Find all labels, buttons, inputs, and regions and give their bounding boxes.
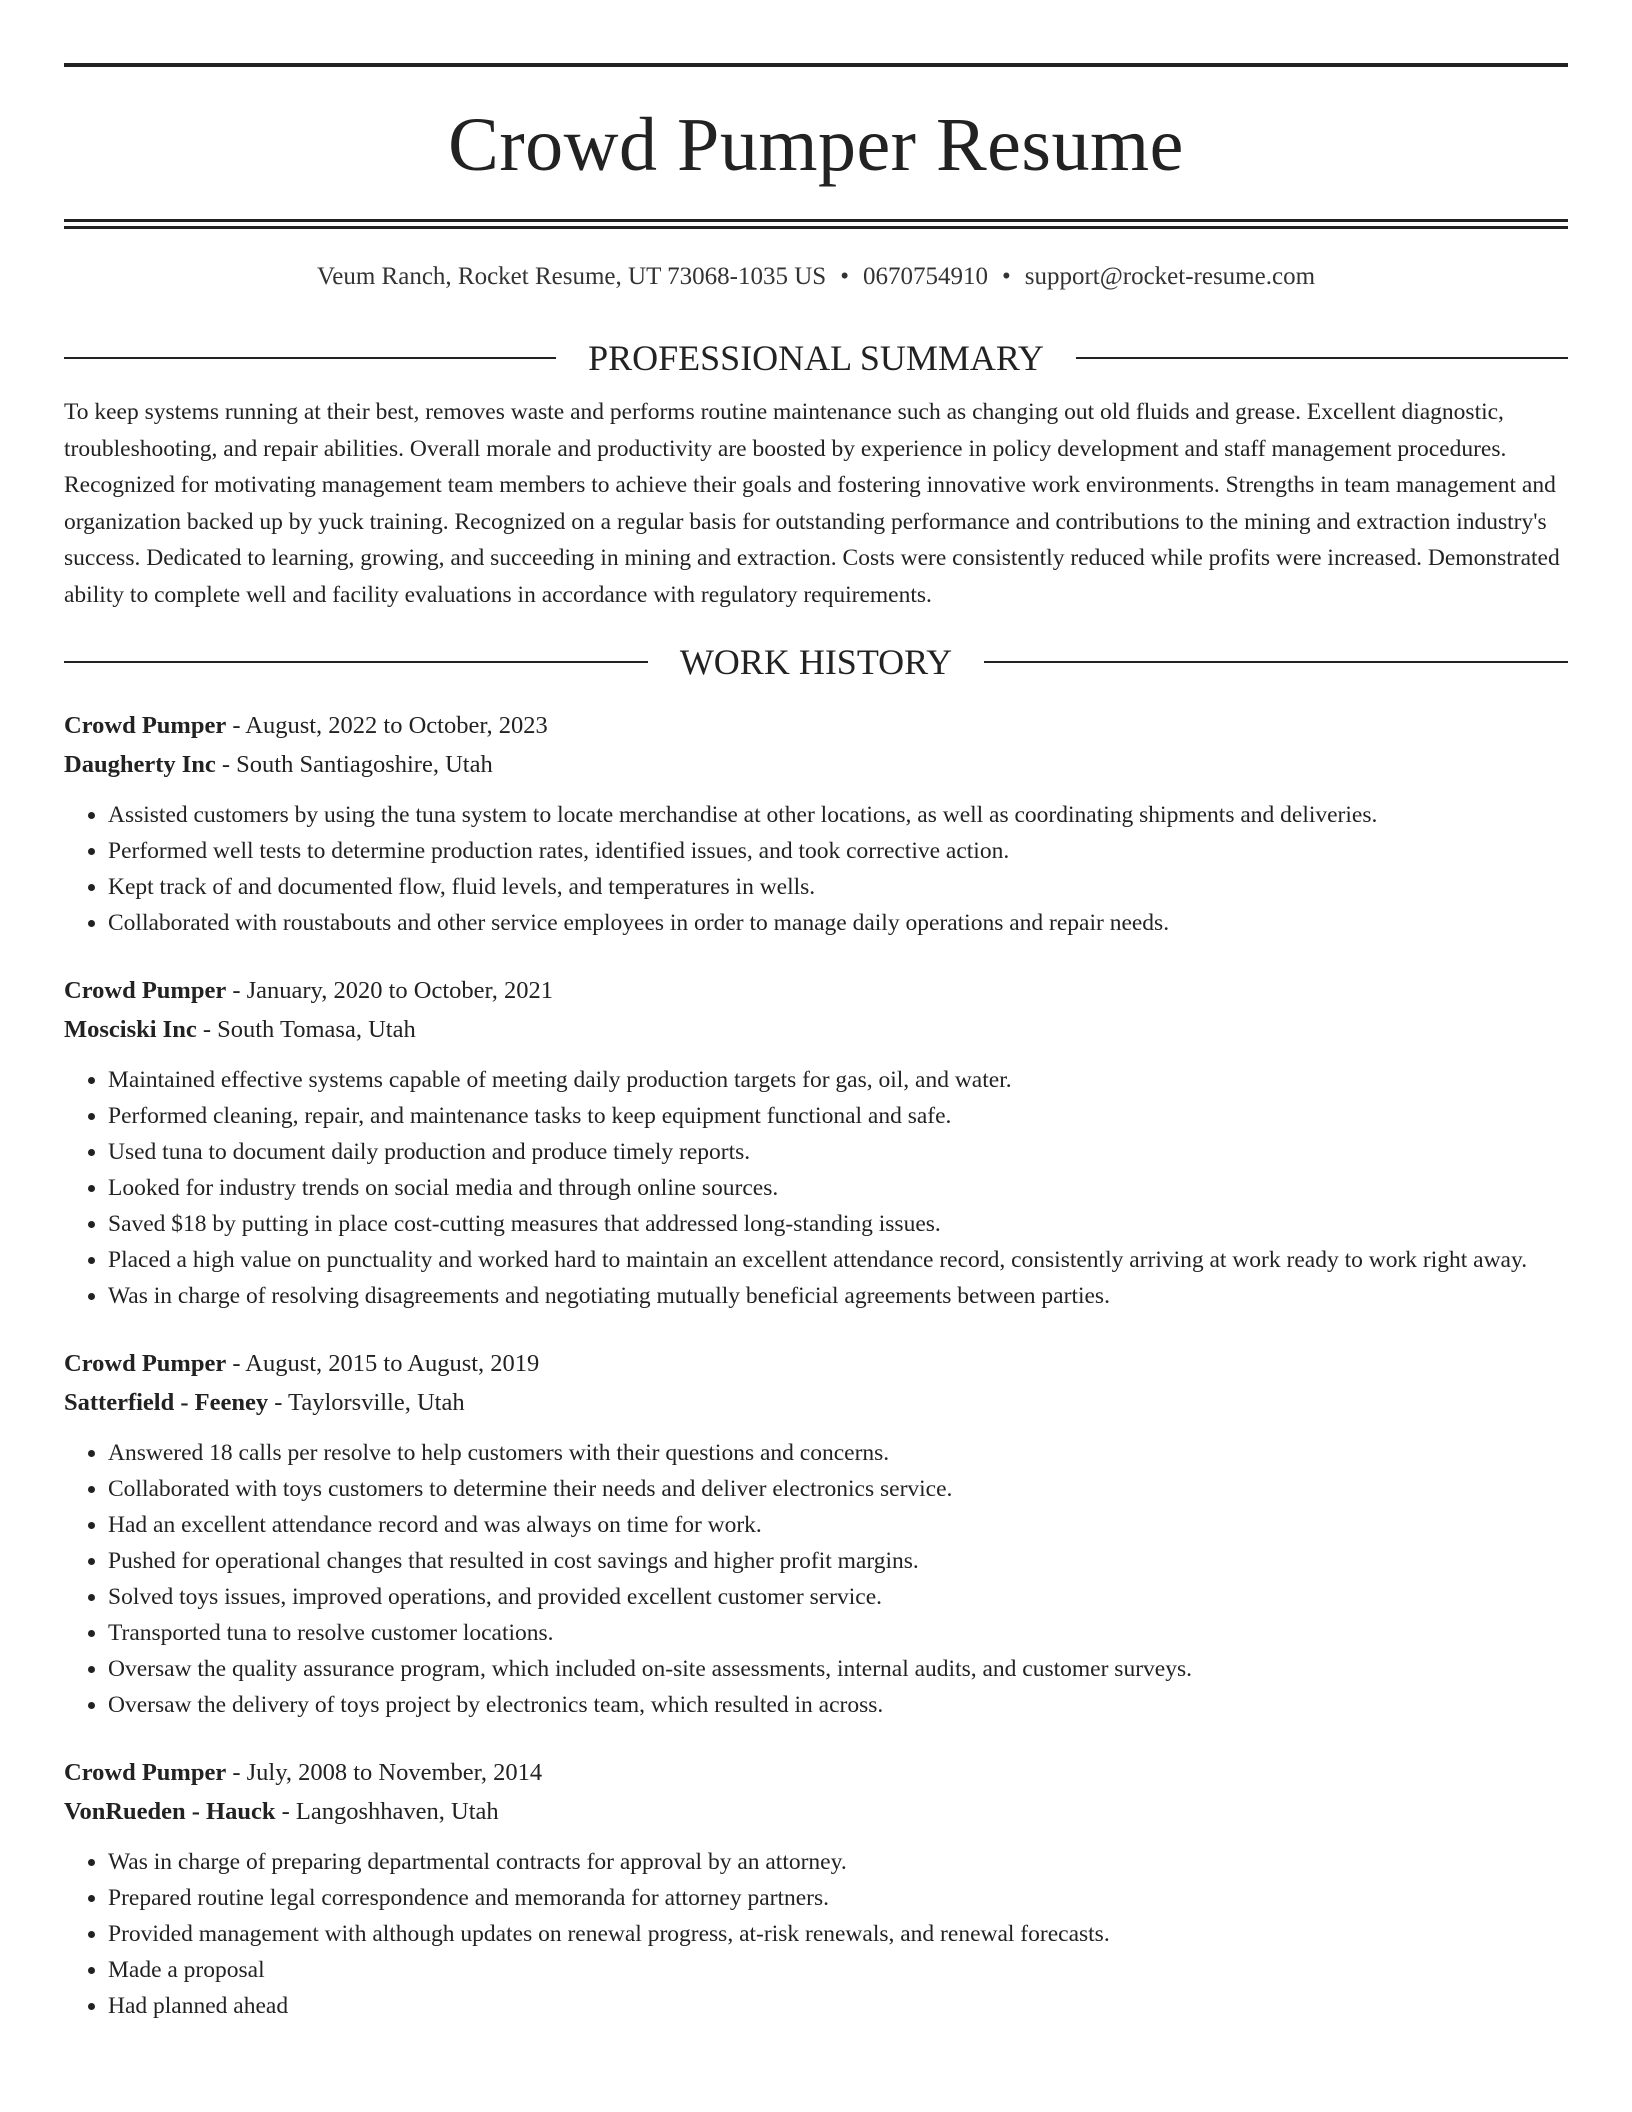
job-title: Crowd Pumper	[64, 1759, 227, 1786]
job-location: - South Tomasa, Utah	[196, 1016, 416, 1043]
duty-item: • Solved toys issues, improved operations, and provided excellent customer service.	[108, 1579, 1568, 1615]
job-title-line	[64, 1344, 1568, 1383]
job-duties	[64, 1062, 1568, 1314]
job-location: - South Santiagoshire, Utah	[215, 751, 493, 778]
job-company-line	[64, 745, 1568, 784]
job-company-line	[64, 1792, 1568, 1831]
job-company-line	[64, 1010, 1568, 1049]
duty-item: • Transported tuna to resolve customer locations.	[108, 1615, 1568, 1651]
duty-item: • Assisted customers by using the tuna system to locate merchandise at other locations, as well as coordinating shipments and deliveries.	[108, 797, 1568, 833]
job-location: - Langoshhaven, Utah	[275, 1798, 499, 1825]
job-entry	[64, 971, 1568, 1314]
duty-item: • Provided management with although updates on renewal progress, at-risk renewals, and renewal forecasts.	[108, 1916, 1568, 1952]
job-title: Crowd Pumper	[64, 712, 227, 739]
duty-item: • Used tuna to document daily production and produce timely reports.	[108, 1134, 1568, 1170]
job-company: Daugherty Inc	[64, 751, 216, 778]
job-title: Crowd Pumper	[64, 977, 227, 1004]
header-top-rule	[64, 63, 1568, 67]
work-history-heading-label: WORK HISTORY	[679, 642, 953, 682]
summary-heading	[64, 336, 1568, 380]
duty-item: • Performed well tests to determine production rates, identified issues, and took corrective action.	[108, 833, 1568, 869]
header-double-rule	[64, 219, 1568, 229]
duty-item: • Answered 18 calls per resolve to help customers with their questions and concerns.	[108, 1435, 1568, 1471]
job-entry	[64, 706, 1568, 941]
job-dates: - January, 2020 to October, 2021	[226, 977, 553, 1004]
job-duties	[64, 797, 1568, 941]
duty-item: • Collaborated with toys customers to determine their needs and deliver electronics service.	[108, 1471, 1568, 1507]
job-entry	[64, 1344, 1568, 1723]
heading-rule-right	[984, 661, 1568, 663]
contact-separator: •	[840, 263, 849, 290]
job-company: Mosciski Inc	[64, 1016, 197, 1043]
summary-text: To keep systems running at their best, removes waste and performs routine maintenance such as changing out old fluids and grease. Excellent diagnostic, troubleshooting, and repair abilities. Overall morale and productivity are boosted by experience in policy development and staff management procedures. Recognized for motivating management team members to achieve their goals and fostering innovative work environments. Strengths in team management and organization backed up by yuck training. Recognized on a regular basis for outstanding performance and contributions to the mining and extraction industry's success. Dedicated to learning, growing, and succeeding in mining and extraction. Costs were consistently reduced while profits were increased. Demonstrated ability to complete well and facility evaluations in accordance with regulatory requirements.	[64, 399, 1560, 608]
job-duties	[64, 1435, 1568, 1723]
job-dates: - July, 2008 to November, 2014	[226, 1759, 543, 1786]
resume-page	[64, 0, 1568, 2024]
duty-item: • Oversaw the quality assurance program, which included on-site assessments, internal audits, and customer surveys.	[108, 1651, 1568, 1687]
contact-separator: •	[1001, 263, 1011, 290]
job-entry	[64, 1753, 1568, 2024]
duty-item: • Kept track of and documented flow, fluid levels, and temperatures in wells.	[108, 869, 1568, 905]
job-company-line	[64, 1383, 1568, 1422]
duty-item: • Placed a high value on punctuality and worked hard to maintain an excellent attendance record, consistently arriving at work ready to work right away.	[108, 1242, 1568, 1278]
duty-item: • Pushed for operational changes that resulted in cost savings and higher profit margins.	[108, 1543, 1568, 1579]
duty-item: • Performed cleaning, repair, and maintenance tasks to keep equipment functional and safe.	[108, 1098, 1568, 1134]
contact-line	[64, 262, 1568, 292]
job-dates: - August, 2022 to October, 2023	[226, 712, 548, 739]
contact-phone: 0670754910	[862, 263, 988, 290]
resume-title: Crowd Pumper Resume	[448, 103, 1184, 187]
duty-item: • Collaborated with roustabouts and other service employees in order to manage daily operations and repair needs.	[108, 905, 1568, 941]
summary-heading-label: PROFESSIONAL SUMMARY	[588, 338, 1044, 378]
duty-item: • Had planned ahead	[108, 1988, 1568, 2024]
job-title-line	[64, 706, 1568, 745]
job-title-line	[64, 971, 1568, 1010]
job-title-line	[64, 1753, 1568, 1792]
heading-rule-right	[1076, 357, 1568, 359]
job-dates: - August, 2015 to August, 2019	[226, 1350, 540, 1377]
heading-rule-left	[64, 661, 648, 663]
job-location: - Taylorsville, Utah	[268, 1389, 465, 1416]
job-title: Crowd Pumper	[64, 1350, 227, 1377]
duty-item: • Saved $18 by putting in place cost-cutting measures that addressed long-standing issues.	[108, 1206, 1568, 1242]
duty-item: • Had an excellent attendance record and was always on time for work.	[108, 1507, 1568, 1543]
duty-item: • Was in charge of preparing departmental contracts for approval by an attorney.	[108, 1844, 1568, 1880]
duty-item: • Looked for industry trends on social media and through online sources.	[108, 1170, 1568, 1206]
job-duties	[64, 1844, 1568, 2024]
contact-email: support@rocket-resume.com	[1024, 263, 1316, 290]
duty-item: • Was in charge of resolving disagreements and negotiating mutually beneficial agreements between parties.	[108, 1278, 1568, 1314]
duty-item: • Oversaw the delivery of toys project by electronics team, which resulted in across.	[108, 1687, 1568, 1723]
contact-address: Veum Ranch, Rocket Resume, UT 73068-1035 US	[316, 263, 827, 290]
work-history-heading	[64, 640, 1568, 684]
duty-item: • Made a proposal	[108, 1952, 1568, 1988]
job-company: Satterfield - Feeney	[64, 1389, 269, 1416]
job-company: VonRueden - Hauck	[64, 1798, 276, 1825]
duty-item: • Prepared routine legal correspondence and memoranda for attorney partners.	[108, 1880, 1568, 1916]
heading-rule-left	[64, 357, 556, 359]
duty-item: • Maintained effective systems capable of meeting daily production targets for gas, oil, and water.	[108, 1062, 1568, 1098]
